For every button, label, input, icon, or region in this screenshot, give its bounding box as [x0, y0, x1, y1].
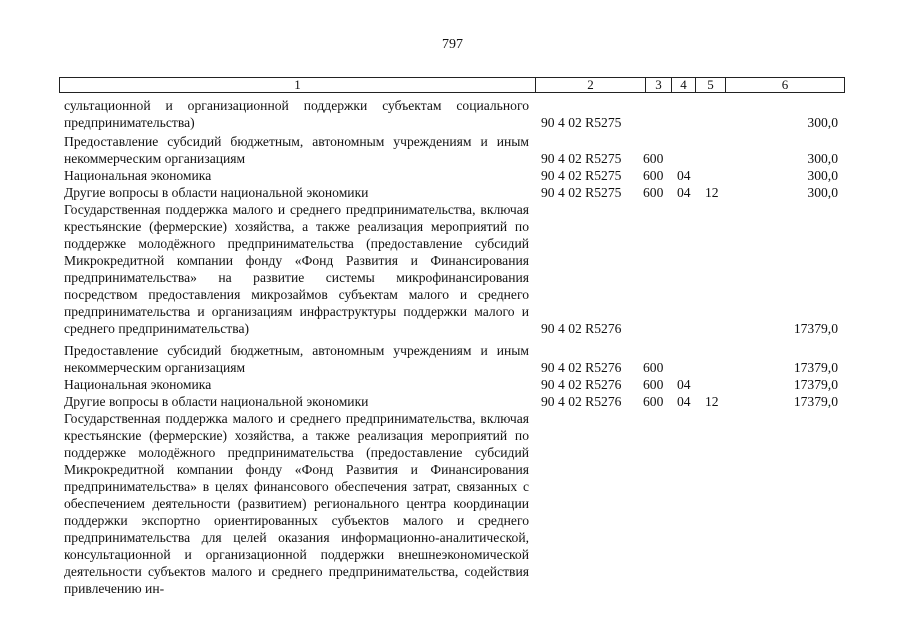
- row-description: Государственная поддержка малого и среднего предпринимательства, включая крестьянские (фермерские) хозяйства, а также реализация мероприятий по поддержке молодёжного предпринимательства (предоставление субсидий Микрокредитной компании фонду «Фонд Развития и Финансирования предпринимательства» на развитие системы микрофинансирования посредством предоставления микрозаймов субъектам малого и среднего предпринимательства и организациям инфраструктуры поддержки малого и среднего предпринимательства): [64, 202, 529, 336]
- row-description: Другие вопросы в области национальной экономики: [64, 394, 369, 409]
- row-expense-type: 600: [643, 185, 664, 200]
- page-number: 797: [442, 37, 463, 52]
- header-col-5: 5: [696, 78, 726, 92]
- header-col-1: 1: [60, 78, 536, 92]
- row-amount: 17379,0: [793, 377, 838, 392]
- row-amount: 300,0: [807, 151, 838, 166]
- row-description: Предоставление субсидий бюджетным, автономным учреждениям и иным некоммерческим организациям: [64, 134, 529, 166]
- row-description: Государственная поддержка малого и среднего предпринимательства, включая крестьянские (фермерские) хозяйства, а также реализация мероприятий по поддержке молодёжного предпринимательства (предоставление субсидий Микрокредитной компании фонду «Фонд Развития и Финансирования предпринимательства» в целях финансового обеспечения затрат, связанных с обеспечением деятельности (развитием) регионального центра координации поддержки экспортно ориентированных субъектов малого и среднего предпринимательства для целей оказания информационно-аналитической, консультационной и организационной поддержки внешнеэкономической деятельности субъектов малого и среднего предпринимательства, содействия привлечению ин-: [64, 411, 529, 596]
- row-target-code: 90 4 02 R5276: [541, 377, 622, 392]
- row-amount: 17379,0: [793, 360, 838, 375]
- row-subsection: 12: [705, 185, 719, 200]
- row-section: 04: [677, 377, 691, 392]
- row-target-code: 90 4 02 R5276: [541, 321, 622, 336]
- row-amount: 300,0: [807, 115, 838, 130]
- row-section: 04: [677, 185, 691, 200]
- header-col-3: 3: [646, 78, 672, 92]
- row-target-code: 90 4 02 R5276: [541, 360, 622, 375]
- row-expense-type: 600: [643, 151, 664, 166]
- row-target-code: 90 4 02 R5275: [541, 185, 622, 200]
- header-col-2: 2: [536, 78, 646, 92]
- row-amount: 300,0: [807, 185, 838, 200]
- row-description: Предоставление субсидий бюджетным, автономным учреждениям и иным некоммерческим организациям: [64, 343, 529, 375]
- row-target-code: 90 4 02 R5276: [541, 394, 622, 409]
- row-expense-type: 600: [643, 377, 664, 392]
- row-target-code: 90 4 02 R5275: [541, 168, 622, 183]
- header-col-6: 6: [781, 77, 789, 92]
- row-amount: 17379,0: [793, 394, 838, 409]
- header-col-4: 4: [672, 78, 696, 92]
- row-section: 04: [677, 394, 691, 409]
- table-header: [59, 77, 845, 93]
- row-expense-type: 600: [643, 394, 664, 409]
- row-section: 04: [677, 168, 691, 183]
- row-description: Национальная экономика: [64, 168, 212, 183]
- row-description: Национальная экономика: [64, 377, 212, 392]
- row-description: сультационной и организационной поддержки субъектам социального предпринимательства): [64, 98, 529, 130]
- row-expense-type: 600: [643, 360, 664, 375]
- row-expense-type: 600: [643, 168, 664, 183]
- row-target-code: 90 4 02 R5275: [541, 151, 622, 166]
- row-amount: 17379,0: [793, 321, 838, 336]
- row-description: Другие вопросы в области национальной экономики: [64, 185, 369, 200]
- row-target-code: 90 4 02 R5275: [541, 115, 622, 130]
- row-amount: 300,0: [807, 168, 838, 183]
- row-subsection: 12: [705, 394, 719, 409]
